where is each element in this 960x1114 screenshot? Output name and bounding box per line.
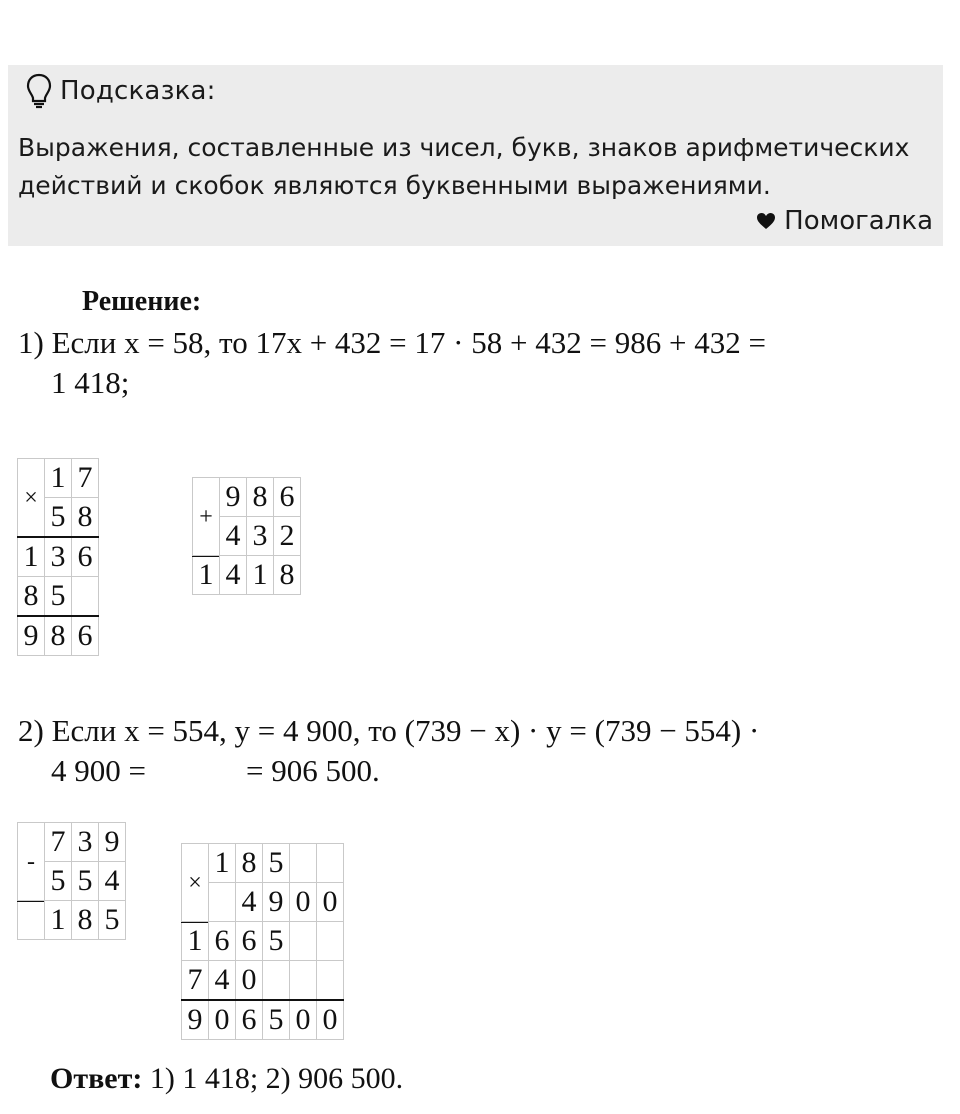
brand-link[interactable] — [756, 206, 933, 236]
digit-cell: 6 — [236, 1000, 263, 1040]
digit-cell: 9 — [220, 478, 247, 517]
digit-cell: 1 — [45, 901, 72, 940]
digit-cell — [209, 883, 236, 922]
task1-line: 1 418; — [51, 365, 130, 400]
digit-cell: 5 — [263, 844, 290, 883]
digit-cell: 5 — [45, 862, 72, 901]
digit-cell: 4 — [99, 862, 126, 901]
digit-cell: 4 — [220, 556, 247, 595]
digit-cell: 5 — [72, 862, 99, 901]
digit-cell: 9 — [99, 823, 126, 862]
digit-cell: 9 — [182, 1000, 209, 1040]
digit-cell: 6 — [209, 922, 236, 961]
digit-cell — [317, 922, 344, 961]
hint-text — [18, 129, 933, 205]
digit-cell: 5 — [45, 577, 72, 617]
mult-operator: × — [18, 459, 45, 538]
hint-text-line: Выражения, составленные из чисел, букв, знаков арифметических — [18, 133, 910, 162]
lightbulb-icon — [26, 73, 52, 109]
operator-line — [17, 901, 44, 902]
digit-cell — [72, 577, 99, 617]
answer-text: 1) 1 418; 2) 906 500. — [149, 1062, 404, 1095]
task2-line: = 906 500. — [246, 753, 380, 788]
mult-calc-2 — [181, 843, 344, 1040]
hint-title-row — [26, 73, 216, 109]
digit-cell: 5 — [263, 922, 290, 961]
add-operator: + — [193, 478, 220, 556]
digit-cell: 4 — [209, 961, 236, 1001]
solution-heading: Решение: — [82, 286, 202, 317]
digit-cell: 7 — [45, 823, 72, 862]
digit-cell: 8 — [247, 478, 274, 517]
task2-line: 2) Если x = 554, y = 4 900, то (739 − x) · y = (739 − 554) · — [18, 713, 760, 748]
mult-operator: × — [182, 844, 209, 922]
digit-cell: 8 — [72, 901, 99, 940]
digit-cell — [317, 844, 344, 883]
digit-cell — [290, 961, 317, 1001]
digit-cell — [317, 961, 344, 1001]
digit-cell — [18, 901, 45, 940]
digit-cell: 0 — [236, 961, 263, 1001]
brand-label: Помогалка — [784, 206, 933, 236]
task2-line: 4 900 = — [51, 753, 146, 788]
digit-cell: 1 — [18, 537, 45, 577]
answer-label: Ответ: — [50, 1062, 143, 1095]
heart-icon — [756, 212, 776, 230]
digit-cell: 8 — [72, 498, 99, 538]
sub-operator: - — [18, 823, 45, 901]
digit-cell: 6 — [72, 616, 99, 656]
digit-cell: 3 — [247, 517, 274, 556]
digit-cell — [290, 922, 317, 961]
digit-cell: 7 — [72, 459, 99, 498]
digit-cell: 7 — [182, 961, 209, 1001]
digit-cell: 6 — [274, 478, 301, 517]
digit-cell: 8 — [18, 577, 45, 617]
digit-cell: 0 — [290, 1000, 317, 1040]
digit-cell: 5 — [99, 901, 126, 940]
digit-cell — [290, 844, 317, 883]
digit-cell: 9 — [263, 883, 290, 922]
digit-cell: 1 — [209, 844, 236, 883]
digit-cell: 0 — [317, 1000, 344, 1040]
digit-cell: 5 — [45, 498, 72, 538]
digit-cell: 0 — [317, 883, 344, 922]
digit-cell: 1 — [182, 922, 209, 961]
digit-cell: 1 — [247, 556, 274, 595]
digit-cell: 3 — [45, 537, 72, 577]
answer-line — [50, 1062, 403, 1096]
digit-cell: 4 — [220, 517, 247, 556]
digit-cell: 8 — [274, 556, 301, 595]
digit-cell: 8 — [45, 616, 72, 656]
operator-line — [192, 556, 219, 557]
digit-cell: 5 — [263, 1000, 290, 1040]
hint-title: Подсказка: — [60, 76, 216, 106]
digit-cell: 1 — [45, 459, 72, 498]
digit-cell: 2 — [274, 517, 301, 556]
digit-cell: 6 — [72, 537, 99, 577]
operator-line — [181, 922, 208, 923]
digit-cell — [263, 961, 290, 1001]
hint-box — [8, 65, 943, 246]
digit-cell: 6 — [236, 922, 263, 961]
digit-cell: 0 — [290, 883, 317, 922]
digit-cell: 8 — [236, 844, 263, 883]
digit-cell: 0 — [209, 1000, 236, 1040]
digit-cell: 9 — [18, 616, 45, 656]
digit-cell: 3 — [72, 823, 99, 862]
sub-calc-2 — [17, 822, 126, 940]
mult-calc-1 — [17, 458, 99, 656]
digit-cell: 1 — [193, 556, 220, 595]
digit-cell: 4 — [236, 883, 263, 922]
add-calc-1 — [192, 477, 301, 595]
hint-text-line: действий и скобок являются буквенными выражениями. — [18, 171, 771, 200]
task1-line: 1) Если x = 58, то 17x + 432 = 17 · 58 + 432 = 986 + 432 = — [18, 325, 766, 360]
